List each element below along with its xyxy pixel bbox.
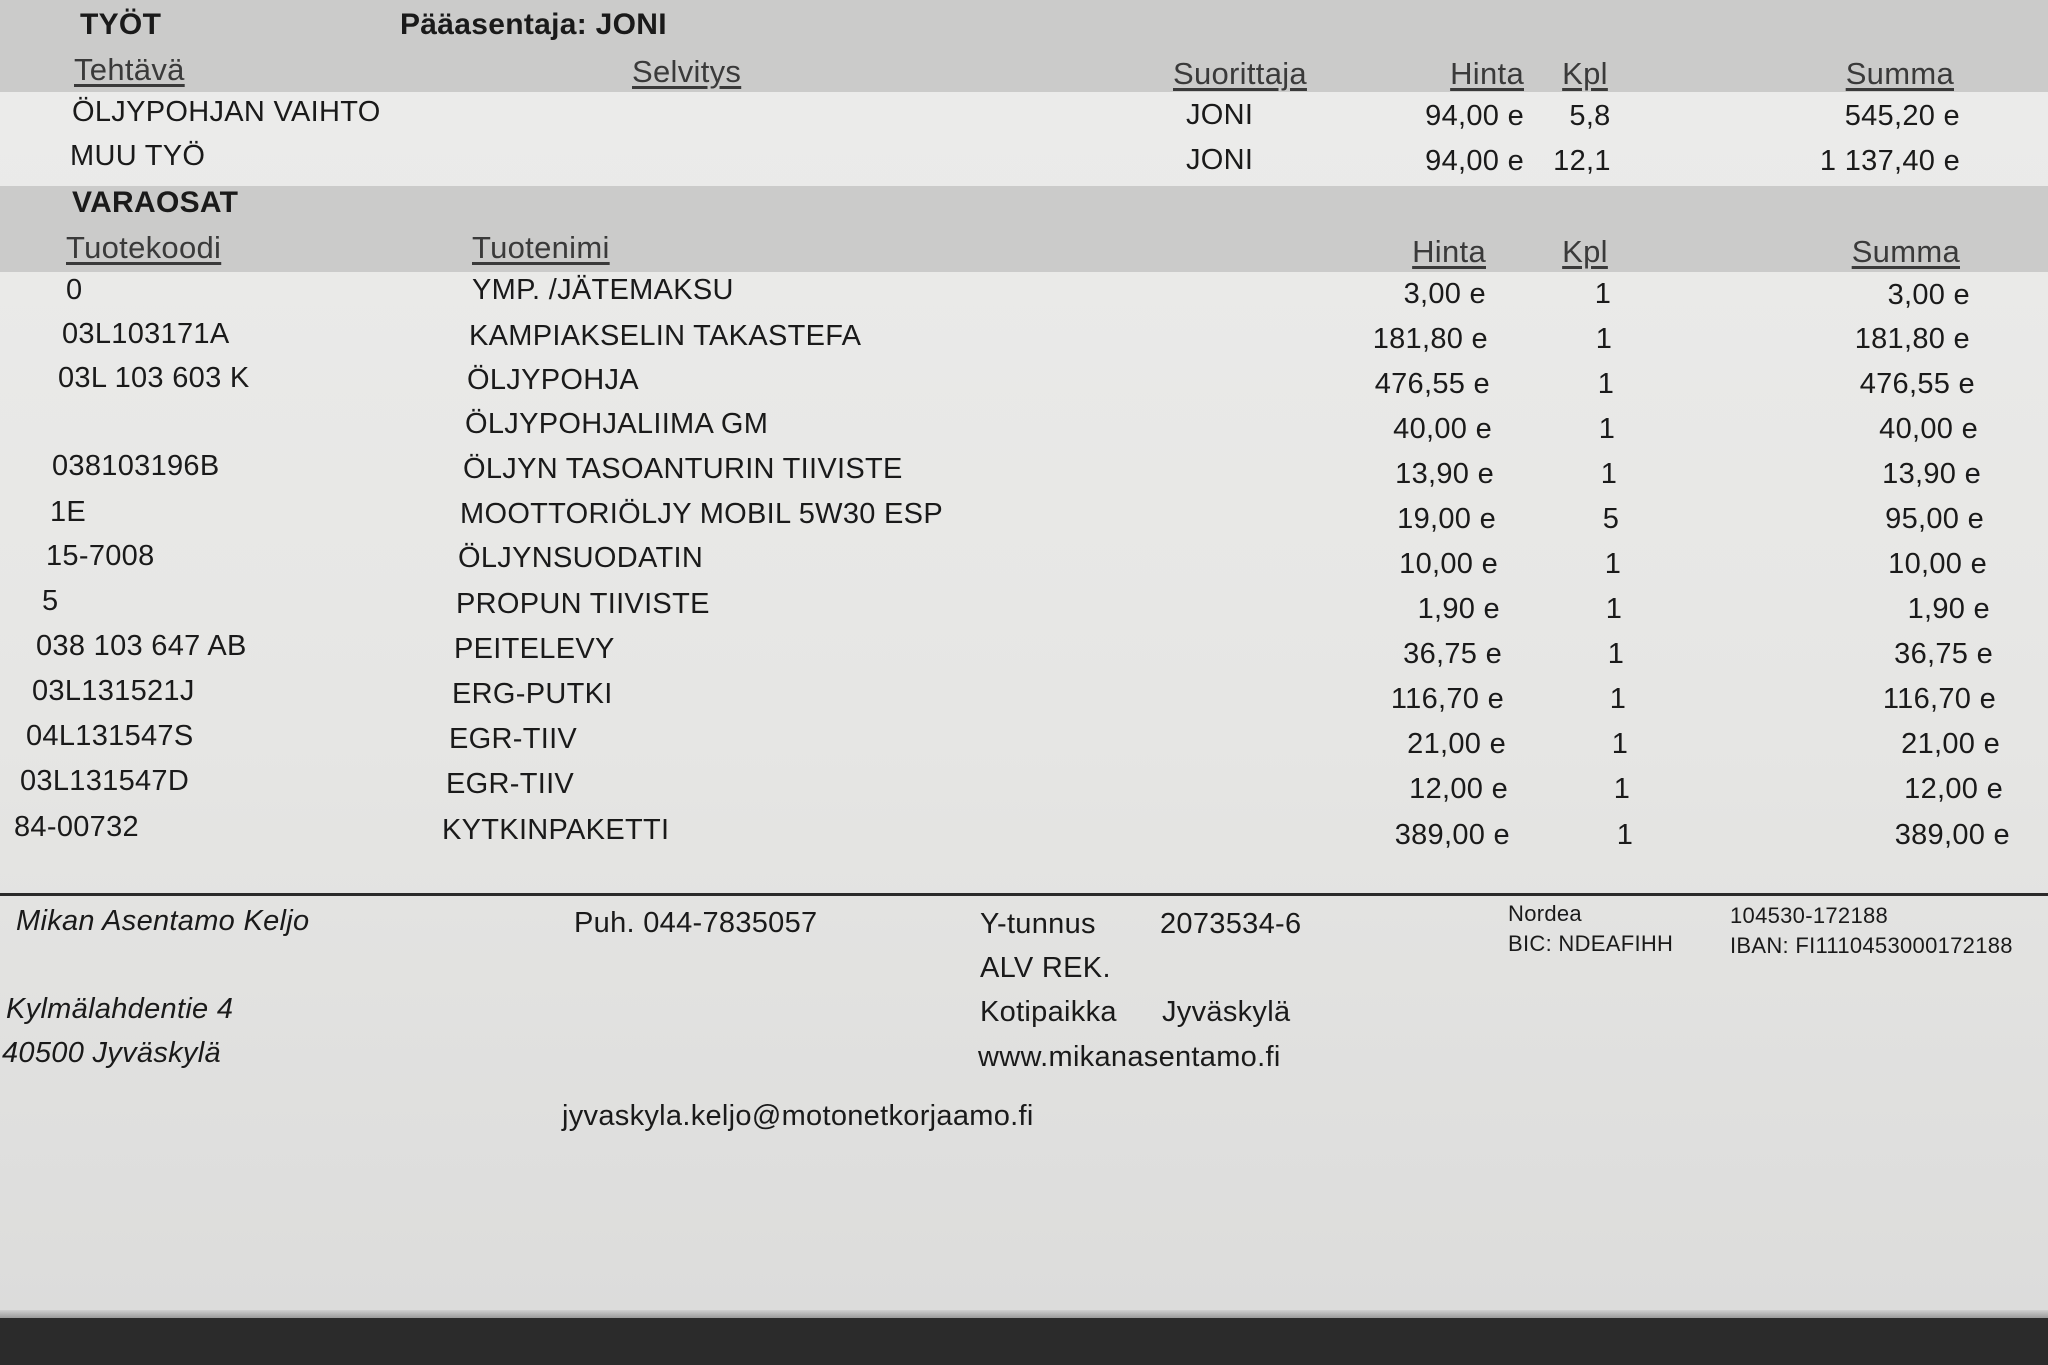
part-qty: 1	[1597, 368, 1615, 400]
part-price: 1,90 e	[1417, 593, 1500, 625]
part-code: 04L131547S	[26, 720, 194, 752]
part-name: ÖLJYPOHJA	[467, 364, 639, 396]
part-code: 03L131547D	[20, 765, 190, 797]
header-price: Hinta	[1412, 234, 1486, 269]
part-name: ÖLJYNSUODATIN	[458, 542, 704, 574]
part-code: 03L131521J	[32, 675, 195, 707]
part-name: PROPUN TIIVISTE	[456, 588, 710, 620]
part-price: 181,80 e	[1372, 323, 1488, 355]
part-price: 36,75 e	[1403, 638, 1502, 670]
part-sum: 476,55 e	[1859, 368, 1975, 400]
part-qty: 1	[1594, 278, 1612, 310]
part-qty: 1	[1616, 819, 1634, 851]
ytunnus-value: 2073534-6	[1160, 908, 1302, 940]
bank-name: Nordea	[1508, 901, 1582, 926]
part-price: 116,70 e	[1390, 683, 1504, 715]
chief-mechanic: Pääasentaja: JONI	[400, 8, 667, 41]
part-sum: 13,90 e	[1882, 458, 1981, 490]
part-name: PEITELEVY	[454, 633, 615, 665]
header-price: Hinta	[1450, 56, 1524, 91]
part-price: 12,00 e	[1409, 773, 1508, 805]
part-code: 03L103171A	[62, 318, 230, 350]
part-qty: 1	[1611, 728, 1629, 760]
header-task: Tehtävä	[74, 52, 185, 87]
company-phone: Puh. 044-7835057	[574, 907, 818, 939]
tyot-title: TYÖT	[80, 8, 162, 41]
part-name: MOOTTORIÖLJY MOBIL 5W30 ESP	[460, 498, 943, 530]
part-code: 0	[66, 274, 83, 306]
header-code: Tuotekoodi	[66, 230, 222, 265]
part-sum: 12,00 e	[1904, 773, 2003, 805]
ytunnus-label: Y-tunnus	[980, 908, 1096, 940]
footer-divider	[0, 893, 2048, 896]
part-price: 389,00 e	[1394, 819, 1510, 851]
part-sum: 95,00 e	[1885, 503, 1984, 535]
part-price: 10,00 e	[1399, 548, 1498, 580]
part-qty: 1	[1605, 593, 1623, 625]
kotipaikka-value: Jyväskylä	[1162, 996, 1291, 1028]
part-qty: 1	[1598, 413, 1616, 445]
part-name: EGR-TIIV	[446, 768, 575, 800]
part-sum: 3,00 e	[1887, 279, 1970, 311]
part-qty: 1	[1604, 548, 1622, 580]
part-name: ÖLJYPOHJALIIMA GM	[465, 408, 769, 440]
company-street: Kylmälahdentie 4	[6, 993, 234, 1025]
qty: 12,1	[1553, 145, 1611, 177]
part-name: KYTKINPAKETTI	[442, 814, 670, 846]
part-sum: 40,00 e	[1879, 413, 1978, 445]
part-name: ÖLJYN TASOANTURIN TIIVISTE	[463, 453, 903, 485]
bic-code: BIC: NDEAFIHH	[1508, 931, 1674, 956]
part-price: 3,00 e	[1403, 278, 1486, 310]
sum: 1 137,40 e	[1819, 145, 1960, 177]
part-qty: 1	[1607, 638, 1625, 670]
part-code: 038 103 647 AB	[36, 630, 247, 662]
header-name: Tuotenimi	[472, 230, 610, 265]
part-code: 1E	[50, 496, 87, 528]
price: 94,00 e	[1425, 145, 1524, 177]
header-sum: Summa	[1845, 56, 1954, 91]
header-qty: Kpl	[1562, 234, 1608, 269]
part-qty: 1	[1595, 323, 1613, 355]
alv-registration: ALV REK.	[980, 952, 1111, 984]
part-code: 038103196B	[52, 450, 220, 482]
part-code: 5	[42, 585, 59, 617]
header-performer: Suorittaja	[1173, 56, 1307, 91]
part-name: EGR-TIIV	[449, 723, 578, 755]
part-sum: 21,00 e	[1901, 728, 2000, 760]
kotipaikka-label: Kotipaikka	[980, 996, 1117, 1028]
part-sum: 389,00 e	[1894, 819, 2010, 851]
varaosat-header-band	[0, 186, 2048, 272]
part-sum: 36,75 e	[1894, 638, 1993, 670]
iban-code: IBAN: FI1110453000172188	[1730, 933, 2013, 958]
part-code: 15-7008	[46, 540, 155, 572]
part-price: 19,00 e	[1397, 503, 1496, 535]
company-name: Mikan Asentamo Keljo	[16, 905, 310, 937]
price: 94,00 e	[1425, 100, 1524, 132]
company-city: 40500 Jyväskylä	[2, 1037, 221, 1069]
performer: JONI	[1186, 144, 1254, 176]
part-sum: 1,90 e	[1907, 593, 1990, 625]
part-name: KAMPIAKSELIN TAKASTEFA	[469, 320, 862, 352]
header-qty: Kpl	[1562, 56, 1608, 91]
part-code: 03L 103 603 K	[58, 362, 250, 394]
qty: 5,8	[1569, 100, 1611, 132]
company-email: jyvaskyla.keljo@motonetkorjaamo.fi	[562, 1100, 1034, 1132]
website: www.mikanasentamo.fi	[978, 1041, 1281, 1073]
part-sum: 116,70 e	[1882, 683, 1996, 715]
part-price: 476,55 e	[1374, 368, 1490, 400]
part-name: ERG-PUTKI	[452, 678, 613, 710]
performer: JONI	[1186, 99, 1254, 131]
part-name: YMP. /JÄTEMAKSU	[472, 274, 734, 306]
part-qty: 1	[1609, 683, 1627, 715]
sum: 545,20 e	[1844, 100, 1960, 132]
varaosat-title: VARAOSAT	[72, 186, 239, 219]
part-sum: 181,80 e	[1854, 323, 1970, 355]
header-description: Selvitys	[632, 54, 742, 89]
part-price: 40,00 e	[1393, 413, 1492, 445]
part-price: 13,90 e	[1395, 458, 1494, 490]
part-qty: 5	[1602, 503, 1620, 535]
part-price: 21,00 e	[1407, 728, 1506, 760]
task-name: MUU TYÖ	[70, 140, 206, 172]
part-qty: 1	[1613, 773, 1631, 805]
part-qty: 1	[1600, 458, 1618, 490]
part-code: 84-00732	[14, 811, 139, 843]
part-sum: 10,00 e	[1888, 548, 1987, 580]
task-name: ÖLJYPOHJAN VAIHTO	[72, 96, 381, 128]
tyot-header-band	[0, 0, 2048, 92]
header-sum: Summa	[1851, 234, 1960, 269]
bank-account: 104530-172188	[1730, 903, 1889, 928]
